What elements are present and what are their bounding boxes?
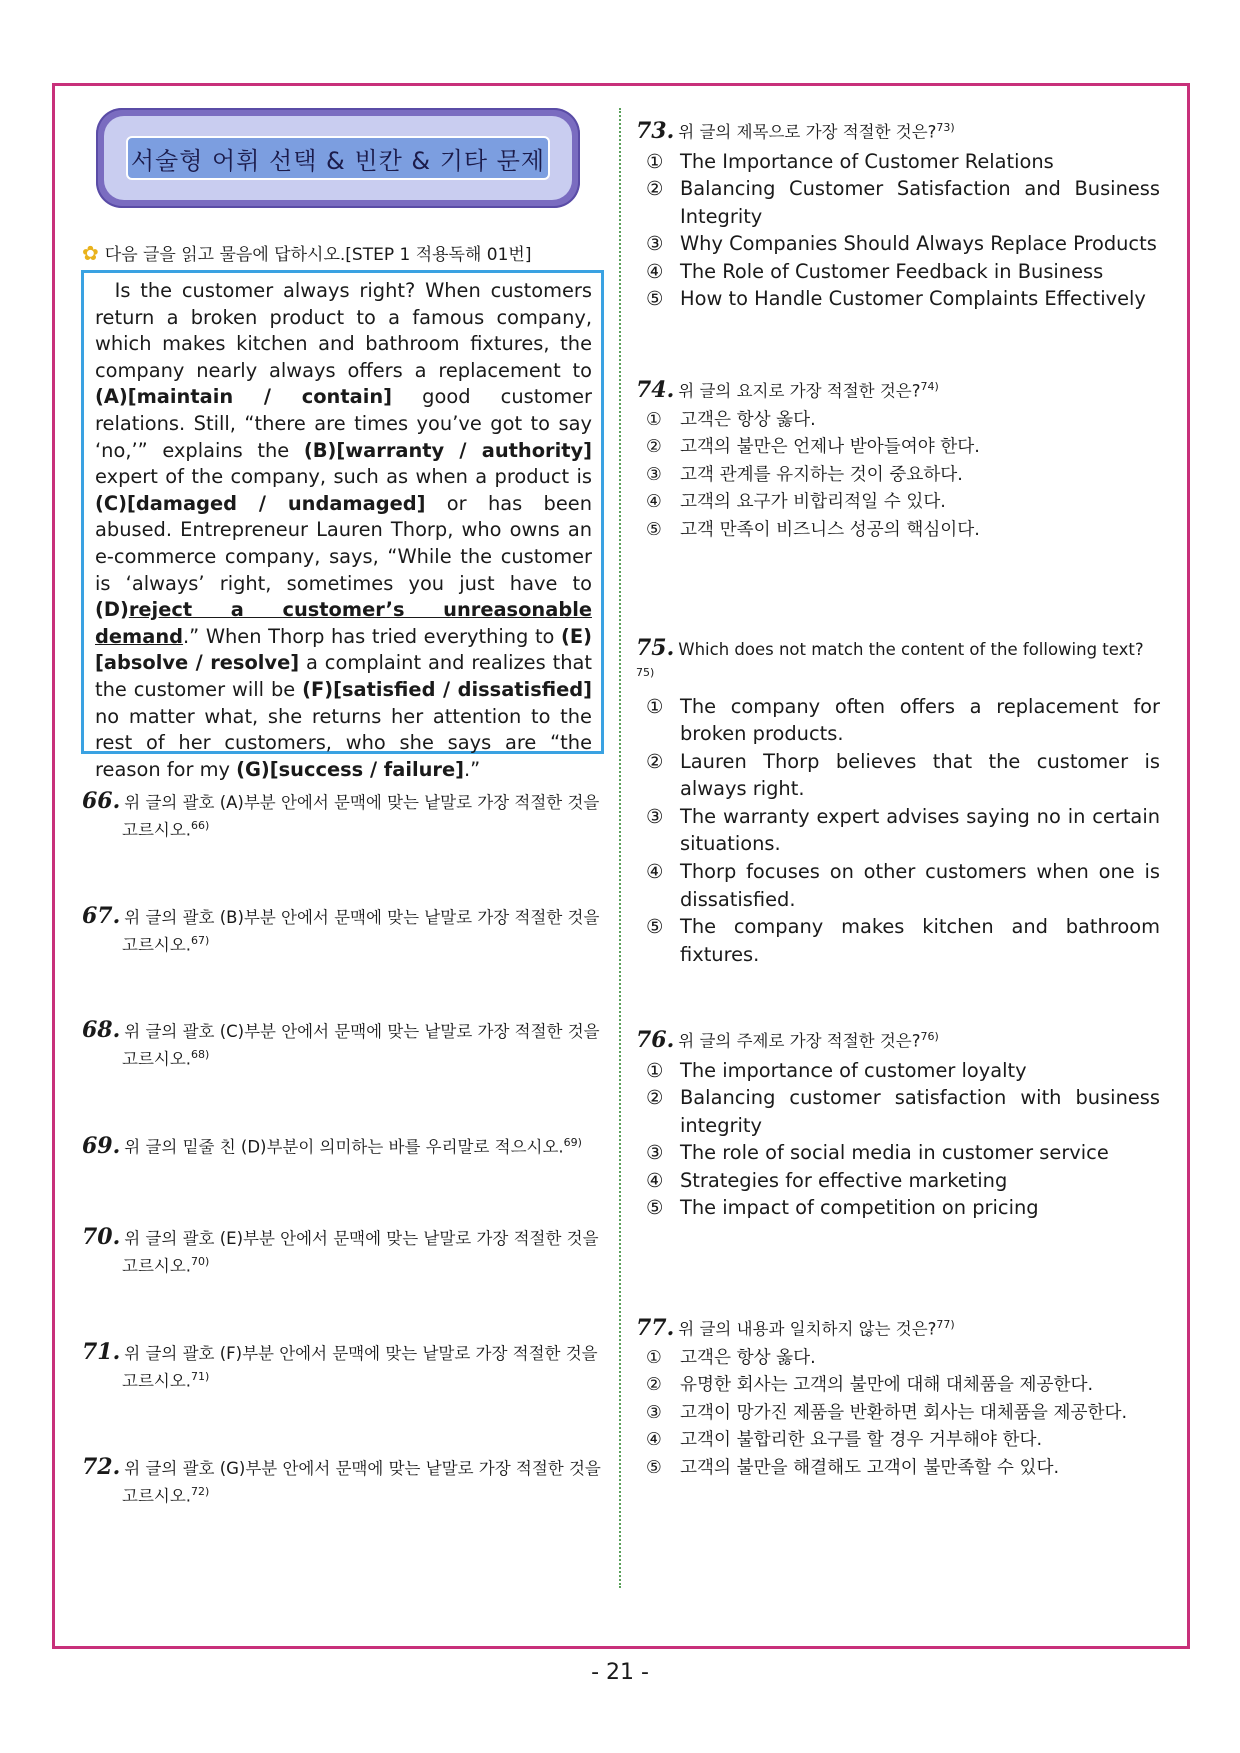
reading-passage [81,270,604,781]
option-marker: ① [646,694,664,718]
page-number: - 21 - [591,1660,649,1685]
footnote-ref: 74) [920,380,939,393]
option-marker: ③ [646,804,664,828]
option-text: Balancing Customer Satisfaction and Business Integrity [680,177,1160,228]
question-text: 위 글의 괄호 (G)부분 안에서 문맥에 맞는 낱말로 가장 적절한 것을 [124,1459,601,1478]
blank-b: (B)[warranty / authority] [303,438,592,462]
option-5[interactable] [636,517,1160,545]
option-marker: ③ [646,1141,664,1165]
instruction [82,240,622,265]
passage-text: good customer relations. Still, “there are times you’ve got to say ‘no,’” explains the [95,385,592,462]
option-marker: ⑤ [646,915,664,939]
passage-text: or has been abused. Entrepreneur Lauren Thorp, who owns an e-commerce company, says, “While the customer is ‘always’ right, sometimes you just have to [95,491,592,595]
option-marker: ④ [646,860,664,884]
option-2[interactable] [636,434,1160,462]
footnote-ref: 71) [191,1370,210,1383]
column-divider [619,108,621,1588]
passage-text: a complaint and realizes that the customer will be [95,651,592,701]
option-4[interactable] [636,1167,1160,1195]
option-5[interactable] [636,1194,1160,1222]
passage-text: expert of the company, such as when a product is [95,465,592,489]
footnote-ref: 69) [563,1136,582,1149]
question-text: 위 글의 괄호 (C)부분 안에서 문맥에 맞는 낱말로 가장 적절한 것을 [124,1022,600,1041]
option-text: The company makes kitchen and bathroom fixtures. [680,915,1160,966]
option-marker: ② [646,437,662,458]
question-text: 위 글의 괄호 (B)부분 안에서 문맥에 맞는 낱말로 가장 적절한 것을 [124,908,600,927]
option-marker: ① [646,149,664,173]
option-text: The importance of customer loyalty [680,1058,1027,1082]
option-text: 고객의 불만을 해결해도 고객이 불만족할 수 있다. [680,1457,1060,1478]
option-text: 유명한 회사는 고객의 불만에 대해 대체품을 제공한다. [680,1375,1094,1396]
section-title: 서술형 어휘 선택 & 빈칸 & 기타 문제 [126,136,550,180]
option-text: The Importance of Customer Relations [680,149,1054,173]
question-text: 위 글의 요지로 가장 적절한 것은? [678,381,921,401]
question-text: Which does not match the content of the following text? [678,640,1144,659]
passage-text: no matter what, she returns her attention to the rest of her customers, who she says are “the reason for my [95,704,592,781]
passage-text: .” When Thorp has tried everything to [183,624,562,648]
option-text: 고객이 불합리한 요구를 할 경우 거부해야 한다. [680,1430,1043,1451]
question-number: 67. [82,903,121,929]
option-3[interactable] [636,1139,1160,1167]
footnote-ref: 73) [936,121,955,134]
option-marker: ② [646,177,664,201]
passage-text: Is the customer always right? When customers return a broken product to a famous company, which makes kitchen and bathroom fixtures, the company nearly always offers a replacement to [95,279,592,382]
option-text: 고객은 항상 옳다. [680,409,816,430]
footnote-ref: 75) [636,666,655,679]
question-72 [82,1456,602,1508]
question-number: 71. [82,1339,121,1365]
option-1[interactable] [636,148,1160,176]
option-text: 고객의 불만은 언제나 받아들여야 한다. [680,437,980,458]
option-marker: ④ [646,259,664,283]
question-number: 66. [82,788,121,814]
option-text: The company often offers a replacement for broken products. [680,694,1160,746]
question-number: 70. [82,1224,121,1250]
question-67 [82,905,602,957]
question-text: 고르시오. [122,935,192,955]
footnote-ref: 67) [191,934,210,947]
option-3[interactable] [636,462,1160,490]
option-marker: ③ [646,464,662,485]
question-77 [636,1313,1160,1482]
underline-d-label: (D) [95,598,129,622]
option-4[interactable] [636,858,1160,913]
question-number: 69. [82,1132,121,1159]
blank-f: (F)[satisfied / dissatisfied] [302,677,593,701]
option-1[interactable] [636,1057,1160,1085]
option-marker: ③ [646,232,664,256]
option-5[interactable] [636,913,1160,968]
option-marker: ④ [646,492,662,513]
footnote-ref: 66) [191,819,210,832]
question-text: 고르시오. [122,1256,192,1276]
option-list [636,693,1160,969]
option-4[interactable] [636,1427,1160,1455]
option-text: 고객 관계를 유지하는 것이 중요하다. [680,464,963,485]
option-marker: ① [646,409,662,430]
footnote-ref: 70) [191,1255,210,1268]
footnote-ref: 68) [191,1048,210,1061]
option-marker: ⑤ [646,287,664,311]
option-text: Thorp focuses on other customers when one is dissatisfied. [680,860,1160,911]
question-text: 위 글의 밑줄 친 (D)부분이 의미하는 바를 우리말로 적으시오. [124,1137,564,1157]
footnote-ref: 77) [936,1318,955,1331]
blank-e: (E)[absolve / resolve] [95,624,592,675]
question-74 [636,375,1160,544]
question-number: 68. [82,1017,121,1043]
question-text: 위 글의 괄호 (E)부분 안에서 문맥에 맞는 낱말로 가장 적절한 것을 [124,1229,599,1248]
question-text: 위 글의 내용과 일치하지 않는 것은? [678,1319,937,1339]
title-banner [96,108,580,208]
option-list [636,1057,1160,1223]
option-text: The role of social media in customer service [680,1141,1109,1165]
question-text: 위 글의 괄호 (F)부분 안에서 문맥에 맞는 낱말로 가장 적절한 것을 [124,1344,598,1363]
option-2[interactable] [636,748,1160,803]
option-marker: ② [646,1086,664,1110]
option-marker: ③ [646,1402,662,1423]
option-marker: ⑤ [646,1196,664,1220]
question-76 [636,1025,1160,1222]
footnote-ref: 72) [191,1485,210,1498]
title-banner-border [104,116,572,200]
option-text: The warranty expert advises saying no in certain situations. [680,804,1160,856]
option-text: The impact of competition on pricing [680,1196,1039,1220]
option-4[interactable] [636,489,1160,517]
option-marker: ① [646,1058,664,1082]
option-list [636,148,1160,314]
option-text: 고객 만족이 비즈니스 성공의 핵심이다. [680,519,980,540]
blank-a: (A)[maintain / contain] [95,385,393,409]
option-2[interactable] [636,1372,1160,1400]
question-number: 76. [636,1026,675,1053]
option-marker: ④ [646,1168,664,1192]
option-1[interactable] [636,693,1160,748]
question-71 [82,1341,602,1393]
flower-icon: ✿ [82,240,99,265]
question-number: 72. [82,1454,121,1480]
question-text: 위 글의 주제로 가장 적절한 것은? [678,1031,921,1051]
option-list [636,1345,1160,1483]
question-text: 고르시오. [122,1049,192,1069]
option-text: 고객이 망가진 제품을 반환하면 회사는 대체품을 제공한다. [680,1402,1128,1423]
option-text: How to Handle Customer Complaints Effectively [680,287,1146,311]
question-text: 고르시오. [122,1486,192,1506]
blank-g: (G)[success / failure] [236,757,464,781]
blank-c: (C)[damaged / undamaged] [95,491,426,515]
question-75 [636,637,1160,968]
question-text: 위 글의 제목으로 가장 적절한 것은? [678,122,937,142]
underline-d: reject a customer’s unreasonable demand [95,598,592,648]
option-text: Balancing customer satisfaction with business integrity [680,1086,1160,1137]
option-marker: ⑤ [646,519,662,540]
question-number: 74. [636,376,675,403]
question-number: 75. [636,635,675,661]
option-text: Why Companies Should Always Replace Products [680,232,1157,256]
option-3[interactable] [636,803,1160,858]
question-70 [82,1226,602,1278]
question-68 [82,1019,602,1071]
passage-text: .” [464,757,481,781]
option-1[interactable] [636,1345,1160,1373]
option-text: Strategies for effective marketing [680,1168,1008,1192]
option-text: 고객은 항상 옳다. [680,1347,816,1368]
option-text: The Role of Customer Feedback in Business [680,259,1104,283]
option-2[interactable] [636,1084,1160,1139]
option-5[interactable] [636,285,1160,313]
option-3[interactable] [636,1400,1160,1428]
question-number: 77. [636,1314,675,1341]
option-3[interactable] [636,230,1160,258]
option-5[interactable] [636,1455,1160,1483]
option-marker: ④ [646,1430,662,1451]
question-text: 고르시오. [122,1371,192,1391]
option-text: 고객의 요구가 비합리적일 수 있다. [680,492,946,513]
option-marker: ② [646,1375,662,1396]
question-text: 위 글의 괄호 (A)부분 안에서 문맥에 맞는 낱말로 가장 적절한 것을 [124,793,600,812]
option-1[interactable] [636,407,1160,435]
option-marker: ⑤ [646,1457,662,1478]
option-list [636,407,1160,545]
question-number: 73. [636,117,675,144]
option-text: Lauren Thorp believes that the customer is always right. [680,749,1160,801]
question-text: 고르시오. [122,820,192,840]
question-66 [82,790,602,842]
option-marker: ② [646,749,664,773]
question-73 [636,116,1160,313]
option-2[interactable] [636,175,1160,230]
footnote-ref: 76) [920,1030,939,1043]
instruction-text: 다음 글을 읽고 물음에 답하시오.[STEP 1 적용독해 01번] [104,245,532,265]
question-69 [82,1131,602,1159]
option-marker: ① [646,1347,662,1368]
option-4[interactable] [636,258,1160,286]
